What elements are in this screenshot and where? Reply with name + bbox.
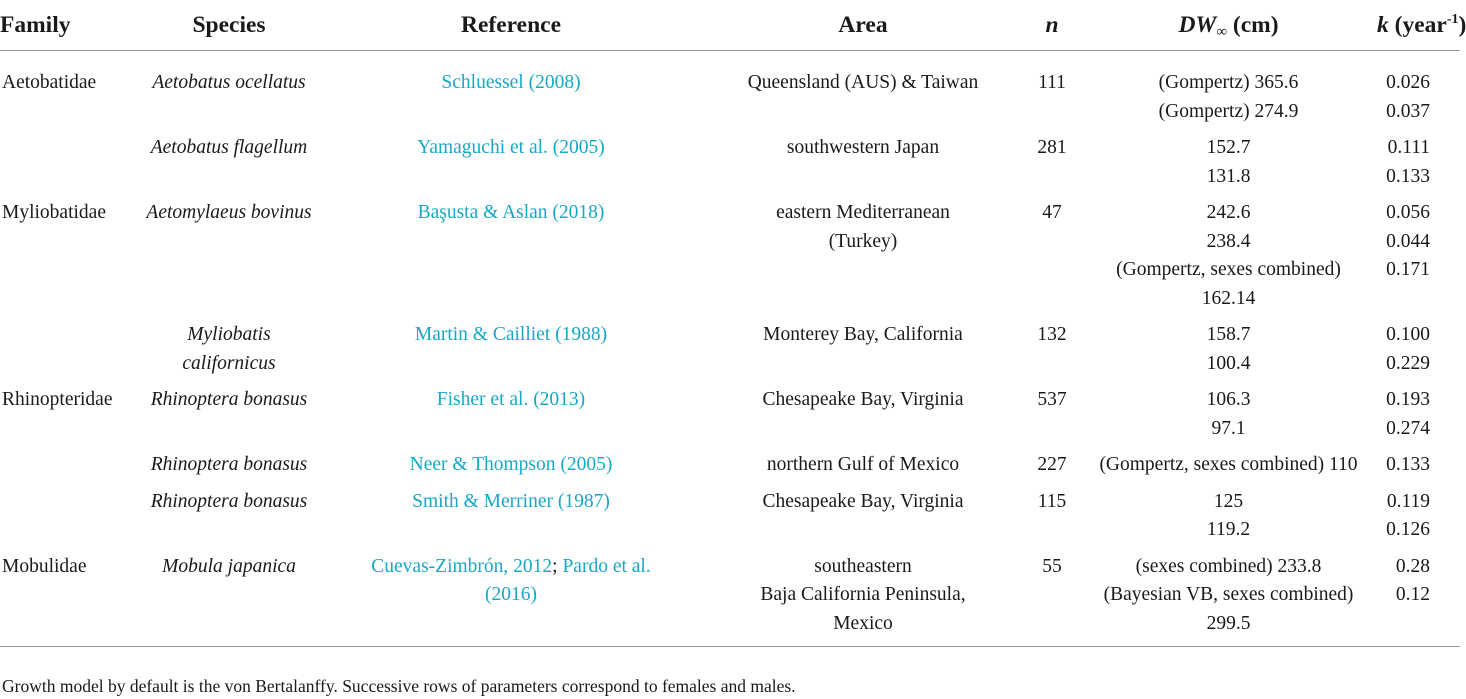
family-cell — [0, 443, 138, 480]
header-species: Species — [138, 0, 320, 51]
reference-link[interactable]: Martin & Cailliet (1988) — [414, 324, 608, 345]
dw-value: (Gompertz) 274.9 — [1158, 100, 1299, 122]
area-cell — [702, 480, 1024, 545]
k-cell — [1377, 126, 1460, 191]
header-k-sup: -1 — [1446, 11, 1459, 27]
reference-link[interactable]: Cuevas-Zimbrón, 2012 — [371, 555, 553, 577]
reference-link[interactable]: Yamaguchi et al. (2005) — [417, 137, 605, 158]
k-value: 0.056 — [1386, 202, 1430, 223]
dw-cell — [1080, 443, 1377, 480]
n-cell: 281 — [1037, 137, 1067, 158]
table-row — [0, 443, 1460, 480]
k-value: 0.28 — [1395, 555, 1430, 577]
dw-value: (Bayesian VB, sexes combined) — [1103, 584, 1354, 605]
k-value: 0.229 — [1386, 352, 1430, 374]
dw-value: 106.3 — [1206, 389, 1251, 410]
k-value: 0.126 — [1386, 519, 1430, 540]
k-value: 0.133 — [1386, 454, 1430, 475]
k-value: 0.026 — [1386, 72, 1430, 93]
dw-cell — [1080, 545, 1377, 647]
table-row — [0, 378, 1460, 443]
area-line: southeastern — [814, 555, 912, 577]
species-cell — [138, 51, 320, 127]
n-cell: 115 — [1037, 490, 1067, 512]
dw-value: 100.4 — [1206, 352, 1251, 374]
species-line: Rhinoptera bonasus — [150, 490, 308, 512]
reference-separator: ; — [552, 555, 563, 577]
k-cell — [1377, 313, 1460, 378]
k-value: 0.133 — [1386, 165, 1430, 187]
table-row — [0, 313, 1460, 378]
k-value: 0.193 — [1386, 389, 1430, 410]
dw-value: 238.4 — [1206, 230, 1251, 252]
area-cell — [702, 191, 1024, 313]
reference-cell — [320, 191, 702, 313]
area-cell — [702, 51, 1024, 127]
area-line: northern Gulf of Mexico — [766, 454, 960, 475]
k-cell — [1377, 51, 1460, 127]
table-row — [0, 126, 1460, 191]
n-cell: 537 — [1037, 389, 1067, 410]
k-cell — [1377, 443, 1460, 480]
species-cell — [138, 443, 320, 480]
reference-line — [320, 553, 702, 582]
n-cell: 47 — [1042, 202, 1062, 223]
dw-value: 158.7 — [1206, 324, 1251, 345]
species-line: Aetobatus flagellum — [150, 137, 308, 158]
area-line: Mexico — [833, 612, 893, 634]
k-value: 0.037 — [1386, 100, 1430, 122]
family-cell — [0, 480, 138, 545]
n-cell: 227 — [1037, 454, 1067, 475]
area-cell — [702, 126, 1024, 191]
dw-cell — [1080, 191, 1377, 313]
family-cell: Rhinopteridae — [2, 389, 113, 410]
k-cell — [1377, 191, 1460, 313]
dw-value: (Gompertz, sexes combined) — [1116, 259, 1341, 280]
k-cell — [1377, 378, 1460, 443]
reference-link[interactable]: Başusta & Aslan (2018) — [417, 202, 605, 223]
dw-cell — [1080, 313, 1377, 378]
species-line: Aetomylaeus bovinus — [146, 202, 312, 223]
family-cell: Mobulidae — [0, 545, 138, 647]
dw-cell — [1080, 51, 1377, 127]
reference-cell — [320, 545, 702, 647]
dw-value: 152.7 — [1206, 137, 1251, 158]
dw-value: 125 — [1213, 490, 1244, 512]
dw-value: 242.6 — [1206, 202, 1251, 223]
k-value: 0.111 — [1387, 137, 1430, 158]
dw-value: 97.1 — [1211, 417, 1246, 439]
family-cell: Aetobatidae — [2, 72, 97, 93]
dw-cell — [1080, 378, 1377, 443]
table-row — [0, 191, 1460, 313]
area-line: (Turkey) — [828, 230, 898, 252]
area-line: southwestern Japan — [786, 137, 940, 158]
table-body — [0, 51, 1460, 647]
dw-value: 299.5 — [1206, 612, 1251, 634]
dw-value: 119.2 — [1206, 519, 1251, 540]
table-row — [0, 51, 1460, 127]
k-value: 0.171 — [1386, 259, 1430, 280]
dw-value: (sexes combined) 233.8 — [1135, 555, 1322, 577]
k-value: 0.119 — [1386, 490, 1430, 512]
reference-link[interactable]: (2016) — [485, 584, 537, 605]
area-cell — [702, 545, 1024, 647]
k-cell — [1377, 480, 1460, 545]
header-k-label: k — [1377, 11, 1389, 38]
species-line: Myliobatis — [187, 324, 271, 345]
family-cell — [0, 313, 138, 378]
table-row — [0, 545, 1460, 647]
dw-value: (Gompertz) 365.6 — [1158, 72, 1299, 93]
n-cell: 111 — [1038, 72, 1066, 93]
header-reference: Reference — [320, 0, 702, 51]
n-cell: 132 — [1037, 324, 1067, 345]
reference-cell — [320, 51, 702, 127]
reference-link[interactable]: Fisher et al. (2013) — [436, 389, 586, 410]
dw-value: (Gompertz, sexes combined) 110 — [1099, 454, 1358, 475]
species-line: californicus — [182, 352, 276, 374]
species-cell — [138, 378, 320, 443]
area-line: Baja California Peninsula, — [760, 584, 966, 605]
area-cell — [702, 313, 1024, 378]
header-dw — [1080, 0, 1377, 51]
dw-value: 162.14 — [1201, 287, 1256, 309]
reference-cell — [320, 126, 702, 191]
table-footnote: Growth model by default is the von Bertalanffy. Successive rows of parameters correspond to females and males. — [2, 676, 796, 696]
dw-cell — [1080, 126, 1377, 191]
species-line: Rhinoptera bonasus — [150, 389, 308, 410]
reference-cell — [320, 480, 702, 545]
header-n-label: n — [1045, 11, 1059, 38]
header-k-unit: (year — [1394, 11, 1447, 38]
reference-link[interactable]: Neer & Thompson (2005) — [409, 454, 613, 475]
species-cell — [138, 545, 320, 647]
header-area: Area — [702, 0, 1024, 51]
species-cell — [138, 480, 320, 545]
species-line: Aetobatus ocellatus — [152, 72, 306, 93]
dw-cell — [1080, 480, 1377, 545]
family-cell: Myliobatidae — [2, 202, 106, 223]
area-line: Chesapeake Bay, Virginia — [762, 389, 964, 410]
reference-cell — [320, 443, 702, 480]
family-cell — [0, 126, 138, 191]
species-line: Rhinoptera bonasus — [150, 454, 308, 475]
header-dw-sub: ∞ — [1216, 23, 1228, 40]
k-value: 0.100 — [1386, 324, 1430, 345]
table-row — [0, 480, 1460, 545]
header-dw-unit: (cm) — [1232, 11, 1279, 38]
area-cell — [702, 378, 1024, 443]
k-value: 0.274 — [1386, 417, 1430, 439]
reference-cell — [320, 378, 702, 443]
k-cell — [1377, 545, 1460, 647]
reference-link[interactable]: Smith & Merriner (1987) — [412, 490, 610, 512]
species-line: Mobula japanica — [162, 555, 296, 577]
reference-cell — [320, 313, 702, 378]
area-line: Monterey Bay, California — [763, 324, 963, 345]
area-cell — [702, 443, 1024, 480]
reference-link[interactable]: Pardo et al. — [562, 555, 651, 577]
table-header — [0, 0, 1466, 51]
area-line: eastern Mediterranean — [776, 202, 950, 223]
k-value: 0.12 — [1395, 584, 1430, 605]
header-k-close: ) — [1458, 11, 1466, 38]
reference-link[interactable]: Schluessel (2008) — [441, 72, 581, 93]
species-cell — [138, 126, 320, 191]
area-line: Chesapeake Bay, Virginia — [762, 490, 964, 512]
species-cell — [138, 191, 320, 313]
species-cell — [138, 313, 320, 378]
dw-value: 131.8 — [1206, 165, 1251, 187]
k-value: 0.044 — [1386, 230, 1430, 252]
header-n — [1024, 0, 1080, 51]
n-cell: 55 — [1024, 545, 1080, 647]
header-family: Family — [0, 0, 138, 51]
header-dw-label: DW — [1178, 11, 1217, 38]
header-k — [1377, 0, 1466, 51]
area-line: Queensland (AUS) & Taiwan — [747, 72, 979, 93]
